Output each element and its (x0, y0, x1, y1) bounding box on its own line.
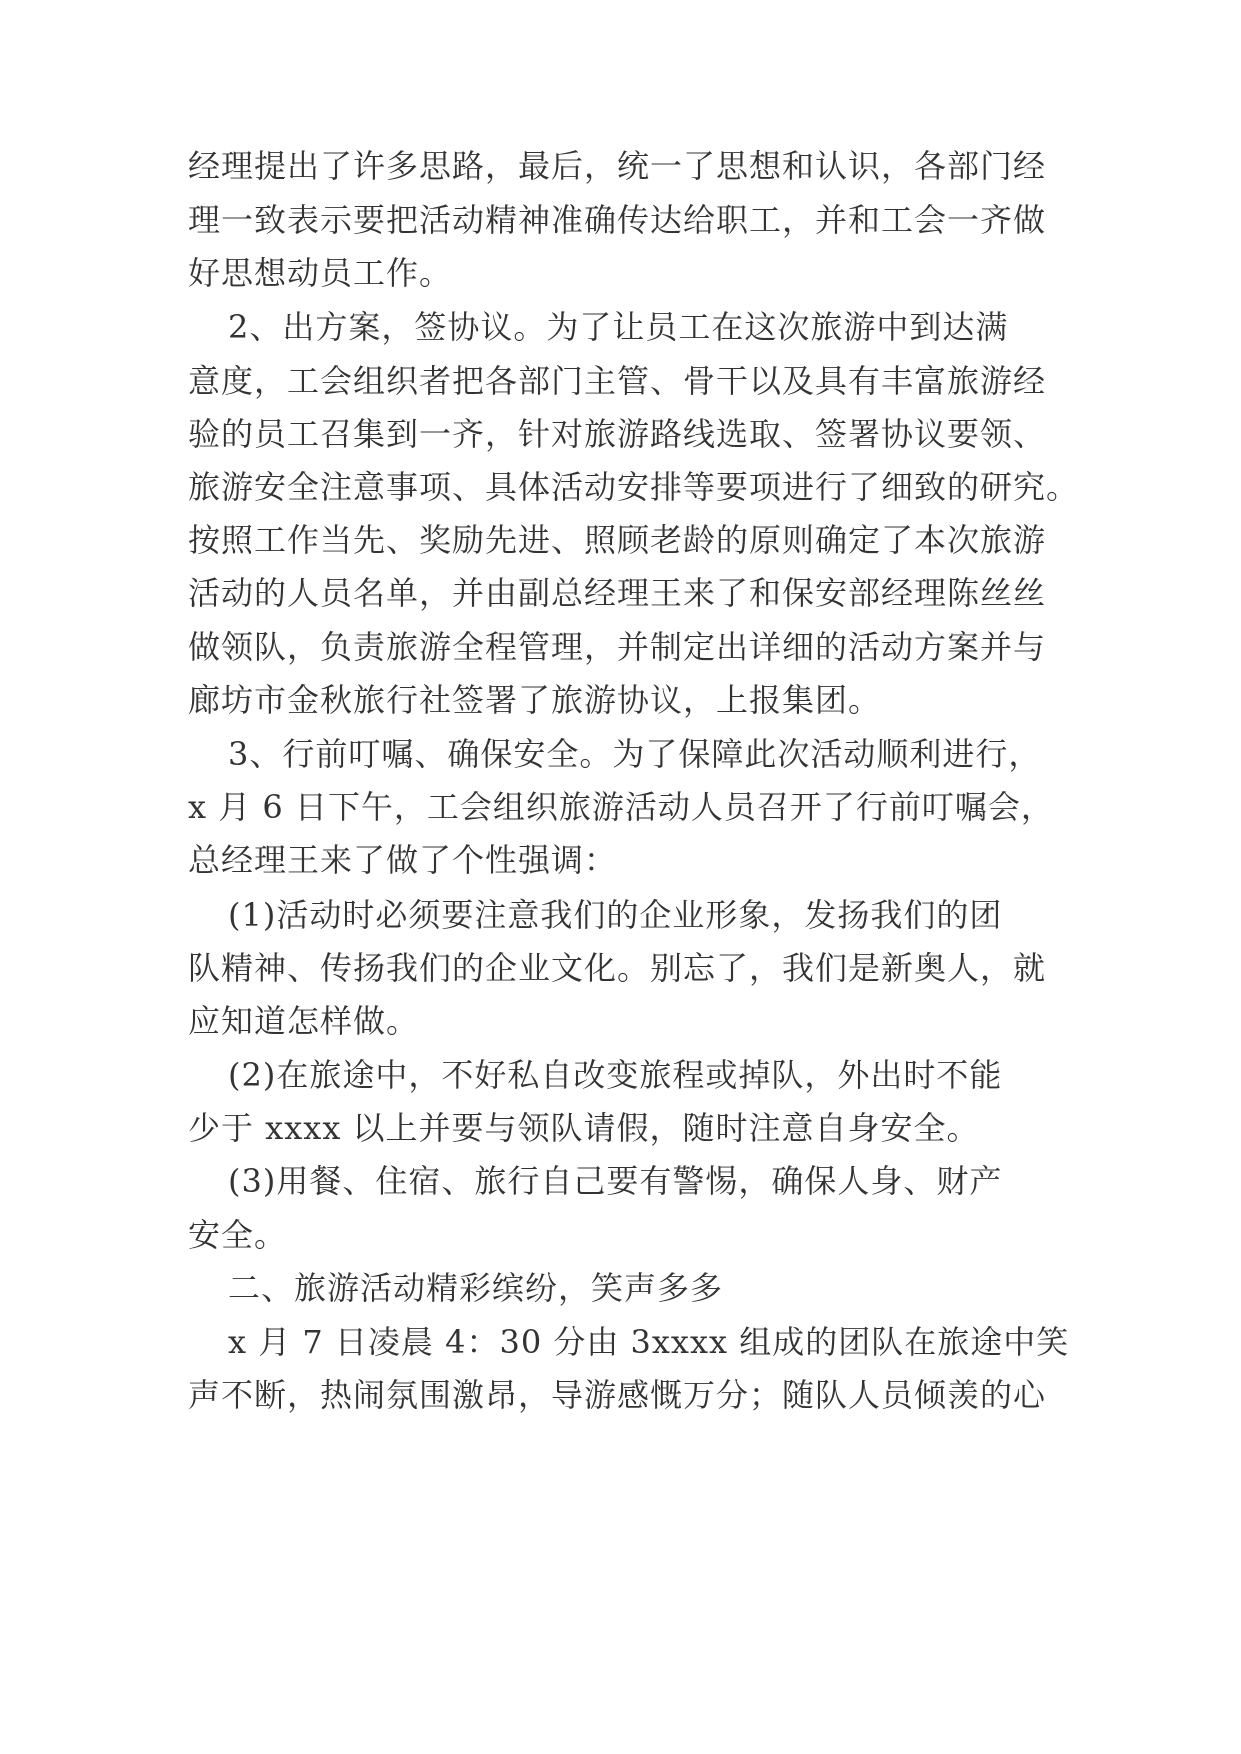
text-line: (1)活动时必须要注意我们的企业形象，发扬我们的团 (228, 896, 1003, 934)
text-line: 经理提出了许多思路，最后，统一了思想和认识，各部门经 (188, 147, 1047, 185)
text-line: 按照工作当先、奖励先进、照顾老龄的原则确定了本次旅游 (188, 521, 1047, 559)
text-line: 应知道怎样做。 (188, 1002, 420, 1040)
text-line: x 月 6 日下午，工会组织旅游活动人员召开了行前叮嘱会， (188, 788, 1054, 826)
text-line: 旅游安全注意事项、具体活动安排等要项进行了细致的研究。 (188, 468, 1080, 506)
text-line: 验的员工召集到一齐，针对旅游路线选取、签署协议要领、 (188, 415, 1047, 453)
text-line: (3)用餐、住宿、旅行自己要有警惕，确保人身、财产 (228, 1162, 1003, 1200)
text-line: 好思想动员工作。 (188, 254, 453, 292)
text-line: 理一致表示要把活动精神准确传达给职工，并和工会一齐做 (188, 201, 1047, 239)
text-line: x 月 7 日凌晨 4：30 分由 3xxxx 组成的团队在旅途中笑 (228, 1323, 1070, 1361)
section-heading: 二、旅游活动精彩缤纷，笑声多多 (228, 1269, 724, 1307)
text-line: 活动的人员名单，并由副总经理王来了和保安部经理陈丝丝 (188, 574, 1047, 612)
text-line: 做领队，负责旅游全程管理，并制定出详细的活动方案并与 (188, 628, 1047, 666)
text-line: 安全。 (188, 1216, 288, 1254)
text-line: 3、行前叮嘱、确保安全。为了保障此次活动顺利进行， (228, 735, 1042, 773)
text-line: 总经理王来了做了个性强调： (188, 841, 618, 879)
text-line: 意度，工会组织者把各部门主管、骨干以及具有丰富旅游经 (188, 362, 1047, 400)
text-line: 声不断，热闹氛围激昂，导游感慨万分；随队人员倾羡的心 (188, 1376, 1047, 1414)
text-line: (2)在旅途中，不好私自改变旅程或掉队，外出时不能 (228, 1056, 1003, 1094)
text-line: 少于 xxxx 以上并要与领队请假，随时注意自身安全。 (188, 1109, 980, 1147)
text-line: 2、出方案，签协议。为了让员工在这次旅游中到达满 (228, 308, 1009, 346)
text-line: 队精神、传扬我们的企业文化。别忘了，我们是新奥人，就 (188, 949, 1047, 987)
text-line: 廊坊市金秋旅行社签署了旅游协议，上报集团。 (188, 681, 882, 719)
